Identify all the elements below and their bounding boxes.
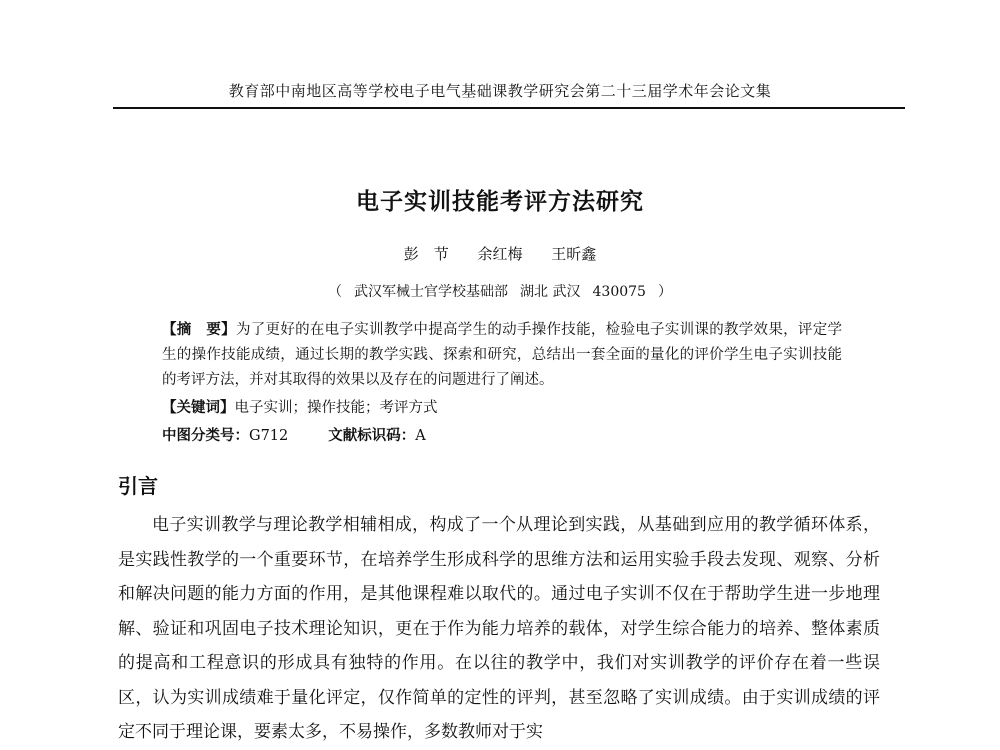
header-rule xyxy=(113,107,905,109)
keywords-label: 【关键词】 xyxy=(162,400,235,416)
affiliation-postcode: 430075 xyxy=(592,284,646,300)
abstract xyxy=(162,318,842,393)
author-name: 彭 节 xyxy=(403,245,449,263)
affiliation-open-paren: （ xyxy=(328,284,343,300)
affiliation-close-paren: ） xyxy=(657,284,672,300)
affiliation-institution: 武汉军械士官学校基础部 xyxy=(354,284,509,300)
author-name: 余红梅 xyxy=(477,245,523,263)
affiliation xyxy=(0,281,1000,301)
abstract-label: 【摘 要】 xyxy=(162,322,236,338)
abstract-text: 为了更好的在电子实训教学中提高学生的动手操作技能，检验电子实训课的教学效果，评定学生的操作技能成绩，通过长期的教学实践、探索和研究，总结出一套全面的量化的评价学生电子实训技能的考评方法，并对其取得的效果以及存在的问题进行了阐述。 xyxy=(162,322,843,388)
section-heading: 引言 xyxy=(118,474,158,498)
keywords-text: 电子实训；操作技能；考评方式 xyxy=(234,400,438,416)
clc-value: G712 xyxy=(249,428,289,444)
doc-code-label: 文献标识码： xyxy=(328,428,416,444)
clc-label: 中图分类号： xyxy=(162,428,249,444)
paper-title: 电子实训技能考评方法研究 xyxy=(356,189,644,215)
doc-code-value: A xyxy=(415,428,426,444)
body-paragraph: 电子实训教学与理论教学相辅相成，构成了一个从理论到实践，从基础到应用的教学循环体系，是实践性教学的一个重要环节，在培养学生形成科学的思维方法和运用实验手段去发现、观察、分析和解决问题的能力方面的作用，是其他课程难以取代的。通过电子实训不仅在于帮助学生进一步地理解、验证和巩固电子技术理论知识，更在于作为能力培养的载体，对学生综合能力的培养、整体素质的提高和工程意识的形成具有独特的作用。在以往的教学中，我们对实训教学的评价存在着一些误区，认为实训成绩难于量化评定，仅作简单的定性的评判，甚至忽略了实训成绩。由于实训成绩的评定不同于理论课，要素太多，不易操作，多数教师对于实 xyxy=(118,515,880,742)
classification xyxy=(162,424,426,445)
author-name: 王昕鑫 xyxy=(551,245,597,263)
affiliation-location: 湖北 武汉 xyxy=(520,284,581,300)
running-header: 教育部中南地区高等学校电子电气基础课教学研究会第二十三届学术年会论文集 xyxy=(228,82,772,100)
author-list xyxy=(0,243,1000,264)
keywords xyxy=(162,396,438,417)
